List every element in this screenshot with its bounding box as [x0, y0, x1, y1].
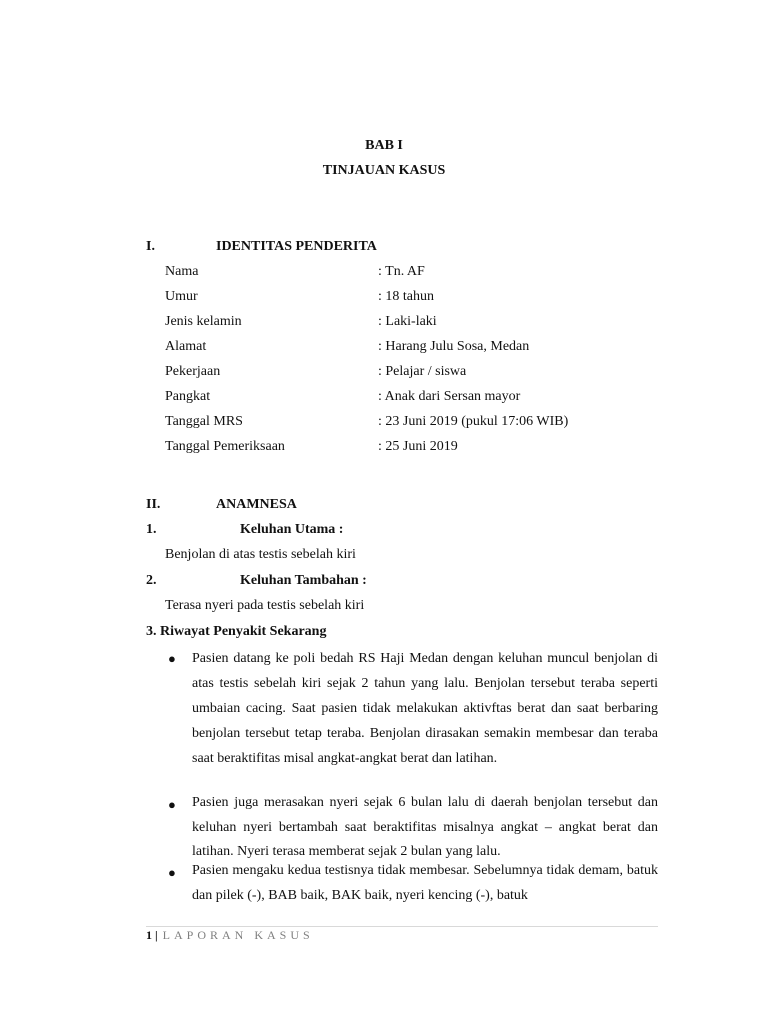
page-footer [146, 928, 314, 943]
subsection-text: Terasa nyeri pada testis sebelah kiri [165, 598, 365, 613]
footer-separator: | [155, 928, 158, 942]
identity-value: : 23 Juni 2019 (pukul 17:06 WIB) [378, 414, 569, 429]
subsection-number: 1. [146, 522, 157, 537]
identity-value: : Laki-laki [378, 314, 437, 329]
footer-label: LAPORAN KASUS [162, 928, 314, 942]
identity-label: Pangkat [165, 389, 211, 404]
subsection-title: Keluhan Utama : [240, 522, 344, 537]
identity-label: Tanggal Pemeriksaan [165, 439, 285, 454]
bullet-paragraph: Pasien juga merasakan nyeri sejak 6 bulan lalu di daerah benjolan tersebut dan keluhan nyeri bertambah saat beraktifitas misalnya angkat – angkat berat dan latihan. Nyeri terasa memberat sejak 2 bulan yang lalu. [192, 795, 658, 859]
bullet-paragraph: Pasien datang ke poli bedah RS Haji Medan dengan keluhan muncul benjolan di atas testis sebelah kiri sejak 2 tahun yang lalu. Benjolan tersebut teraba seperti umbaian cacing. Saat pasien tidak melakukan aktivftas berat dan saat berbaring benjolan tersebut tetap teraba. Benjolan dirasakan semakin membesar dan teraba saat beraktifitas misal angkat-angkat berat dan latihan. [192, 651, 658, 766]
identity-value: : 18 tahun [378, 289, 434, 304]
bullet-icon: ● [168, 865, 176, 880]
identity-value: : Anak dari Sersan mayor [378, 389, 521, 404]
identity-label: Alamat [165, 339, 207, 354]
bullet-paragraph: Pasien mengaku kedua testisnya tidak membesar. Sebelumnya tidak demam, batuk dan pilek (-), BAB baik, BAK baik, nyeri kencing (-), batuk [192, 863, 658, 903]
identity-label: Umur [165, 289, 198, 304]
subsection-title: 3. Riwayat Penyakit Sekarang [146, 624, 327, 639]
section-title: ANAMNESA [216, 497, 297, 512]
section-number: I. [146, 239, 155, 254]
section-number: II. [146, 497, 161, 512]
subsection-number: 2. [146, 573, 157, 588]
subsection-title: Keluhan Tambahan : [240, 573, 367, 588]
bullet-icon: ● [168, 651, 176, 666]
identity-label: Nama [165, 264, 199, 279]
chapter-title: TINJAUAN KASUS [322, 163, 446, 178]
identity-value: : Pelajar / siswa [378, 364, 467, 379]
page-number: 1 [146, 928, 152, 942]
section-title: IDENTITAS PENDERITA [216, 239, 377, 254]
bullet-icon: ● [168, 797, 176, 812]
chapter-number: BAB I [365, 138, 403, 153]
subsection-text: Benjolan di atas testis sebelah kiri [165, 547, 356, 562]
identity-value: : Tn. AF [378, 264, 425, 279]
identity-value: : 25 Juni 2019 [378, 439, 458, 454]
footer-divider [146, 926, 658, 927]
identity-value: : Harang Julu Sosa, Medan [378, 339, 530, 354]
identity-label: Pekerjaan [165, 364, 221, 379]
identity-label: Tanggal MRS [165, 414, 243, 429]
identity-label: Jenis kelamin [165, 314, 242, 329]
